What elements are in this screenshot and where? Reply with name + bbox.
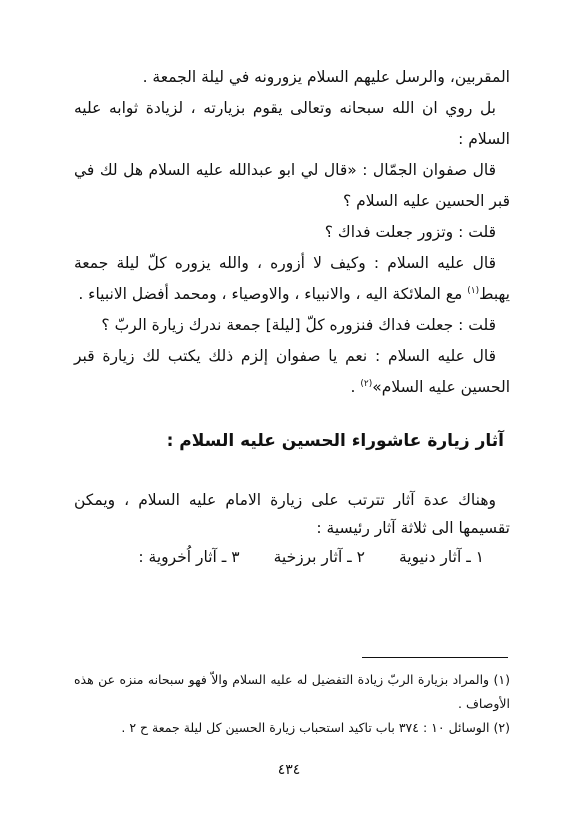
paragraph-5-text-b: مع الملائكة اليه ، والانبياء ، والاوصياء ، ومحمد أفضل الانبياء . bbox=[78, 285, 468, 303]
section-paragraph: وهناك عدة آثار تترتب على زيارة الامام عليه السلام ، ويمكن تقسيمها الى ثلاثة آثار رئيسية : bbox=[74, 491, 510, 537]
paragraph-7-text-a: قال عليه السلام : نعم يا صفوان إلزم ذلك يكتب لك زيارة قبر الحسين عليه السلام» bbox=[74, 347, 510, 396]
paragraph-1: المقربين، والرسل عليهم السلام يزورونه في ليلة الجمعة . bbox=[142, 68, 510, 86]
paragraph-7 bbox=[74, 341, 510, 403]
effect-type-worldly: ١ ـ آثار دنيوية bbox=[398, 548, 484, 566]
effect-type-barzakh: ٢ ـ آثار برزخية bbox=[273, 548, 365, 566]
footnotes bbox=[74, 668, 510, 740]
page-number: ٤٣٤ bbox=[277, 762, 301, 778]
effect-type-hereafter: ٣ ـ آثار اُخروية : bbox=[138, 548, 240, 566]
paragraph-5-text-a: قال عليه السلام : وكيف لا أزوره ، والله يزوره كلّ ليلة جمعة يهبط bbox=[74, 254, 510, 303]
paragraph-5 bbox=[74, 248, 510, 310]
paragraph-2: بل روي ان الله سبحانه وتعالى يقوم بزيارته ، لزيادة ثوابه عليه السلام : bbox=[74, 99, 510, 148]
footnote-2: (٢) الوسائل ١٠ : ٣٧٤ باب تاكيد استحباب زيارة الحسين كل ليلة جمعة ح ٢ . bbox=[121, 720, 510, 735]
section-body bbox=[74, 486, 510, 571]
footnote-ref-1[interactable]: (١) bbox=[467, 285, 480, 296]
main-text bbox=[74, 62, 510, 403]
effect-types-list bbox=[74, 543, 510, 571]
paragraph-7-text-b: . bbox=[350, 378, 361, 396]
footnote-divider bbox=[362, 657, 508, 658]
paragraph-4: قلت : وتزور جعلت فداك ؟ bbox=[324, 223, 496, 241]
section-heading: آثار زيارة عاشوراء الحسين عليه السلام : bbox=[166, 431, 504, 451]
paragraph-6: قلت : جعلت فداك فنزوره كلّ [ليلة] جمعة ندرك زيارة الربّ ؟ bbox=[101, 316, 496, 334]
paragraph-3: قال صفوان الجمّال : «قال لي ابو عبدالله عليه السلام هل لك في قبر الحسين عليه السلام ؟ bbox=[74, 161, 510, 210]
footnote-ref-2[interactable]: (٢) bbox=[360, 378, 373, 389]
footnote-1: (١) والمراد بزيارة الربّ زيادة التفضيل له عليه السلام والاّ فهو سبحانه منزه عن هذه الأوصاف . bbox=[74, 672, 510, 711]
